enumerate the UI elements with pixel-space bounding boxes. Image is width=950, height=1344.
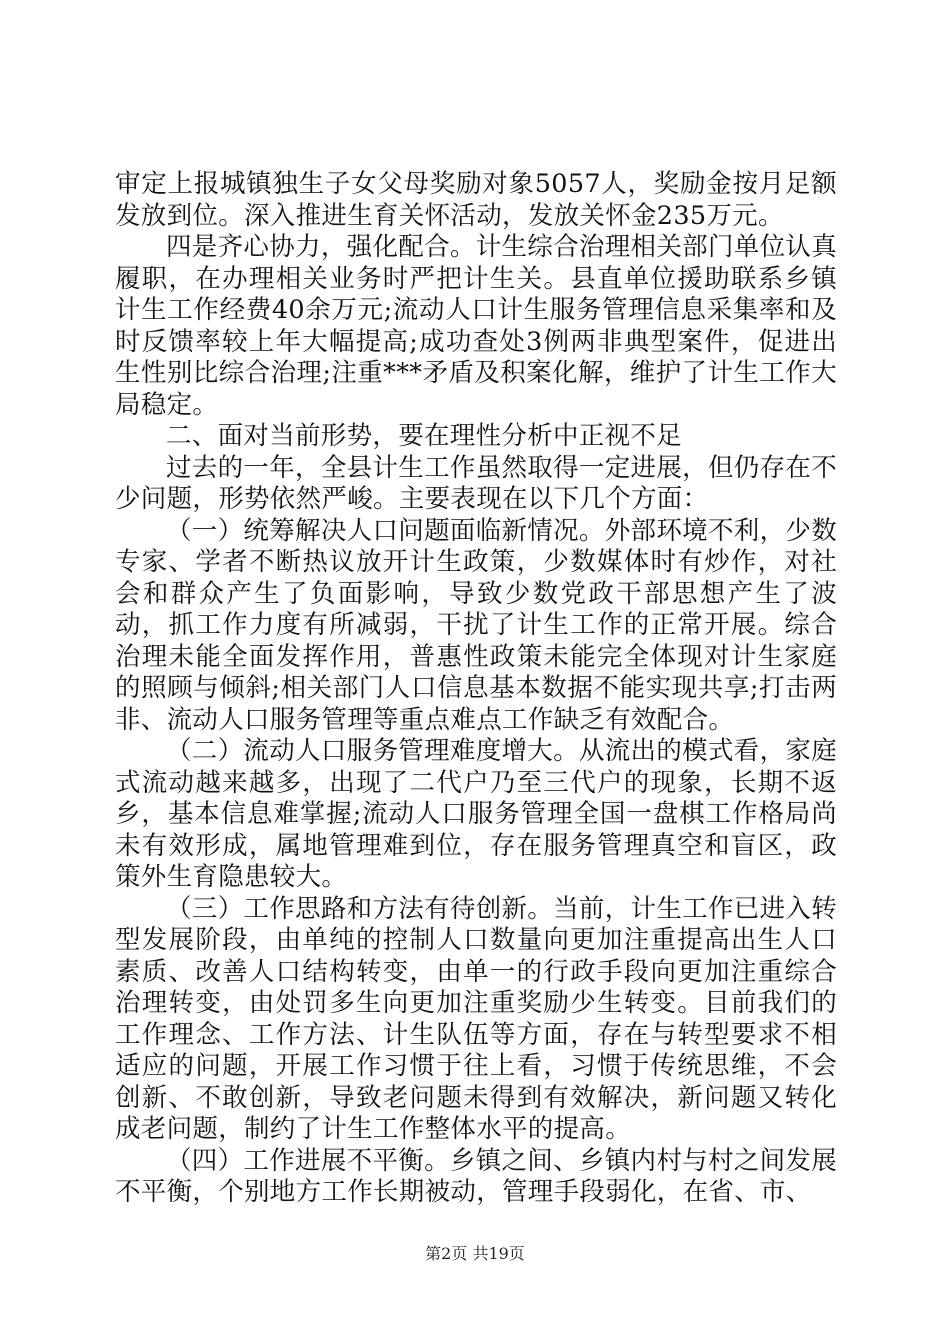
- paragraph-item-two: （二）流动人口服务管理难度增大。从流出的模式看，家庭式流动越来越多，出现了二代户乃至三代户的现象，长期不返乡，基本信息难掌握;流动人口服务管理全国一盘棋工作格局尚未有效形成，属地管理难到位，存在服务管理真空和盲区，政策外生育隐患较大。: [115, 736, 837, 892]
- page-footer: 第2页 共19页: [425, 1244, 525, 1263]
- paragraph-overview: 过去的一年，全县计生工作虽然取得一定进展，但仍存在不少问题，形势依然严峻。主要表现在以下几个方面：: [115, 452, 837, 514]
- document-body: [115, 169, 837, 1209]
- paragraph-cooperation: 四是齐心协力，强化配合。计生综合治理相关部门单位认真履职，在办理相关业务时严把计生关。县直单位援助联系乡镇计生工作经费40余万元;流动人口计生服务管理信息采集率和及时反馈率较上年大幅提高;成功查处3例两非典型案件，促进出生性别比综合治理;注重***矛盾及积案化解，维护了计生工作大局稳定。: [115, 232, 837, 420]
- paragraph-item-one: （一）统筹解决人口问题面临新情况。外部环境不利，少数专家、学者不断热议放开计生政策，少数媒体时有炒作，对社会和群众产生了负面影响，导致少数党政干部思想产生了波动，抓工作力度有所减弱，干扰了计生工作的正常开展。综合治理未能全面发挥作用，普惠性政策未能完全体现对计生家庭的照顾与倾斜;相关部门人口信息基本数据不能实现共享;打击两非、流动人口服务管理等重点难点工作缺乏有效配合。: [115, 515, 837, 735]
- paragraph-item-four: （四）工作进展不平衡。乡镇之间、乡镇内村与村之间发展不平衡，个别地方工作长期被动，管理手段弱化，在省、市、: [115, 1145, 837, 1207]
- paragraph-item-three: （三）工作思路和方法有待创新。当前，计生工作已进入转型发展阶段，由单纯的控制人口数量向更加注重提高出生人口素质、改善人口结构转变，由单一的行政手段向更加注重综合治理转变，由处罚多生向更加注重奖励少生转变。目前我们的工作理念、工作方法、计生队伍等方面，存在与转型要求不相适应的问题，开展工作习惯于往上看，习惯于传统思维，不会创新、不敢创新，导致老问题未得到有效解决，新问题又转化成老问题，制约了计生工作整体水平的提高。: [115, 893, 837, 1144]
- section-heading-two: 二、面对当前形势，要在理性分析中正视不足: [166, 421, 683, 451]
- paragraph-continuation: 审定上报城镇独生子女父母奖励对象5057人，奖励金按月足额发放到位。深入推进生育关怀活动，发放关怀金235万元。: [115, 169, 837, 231]
